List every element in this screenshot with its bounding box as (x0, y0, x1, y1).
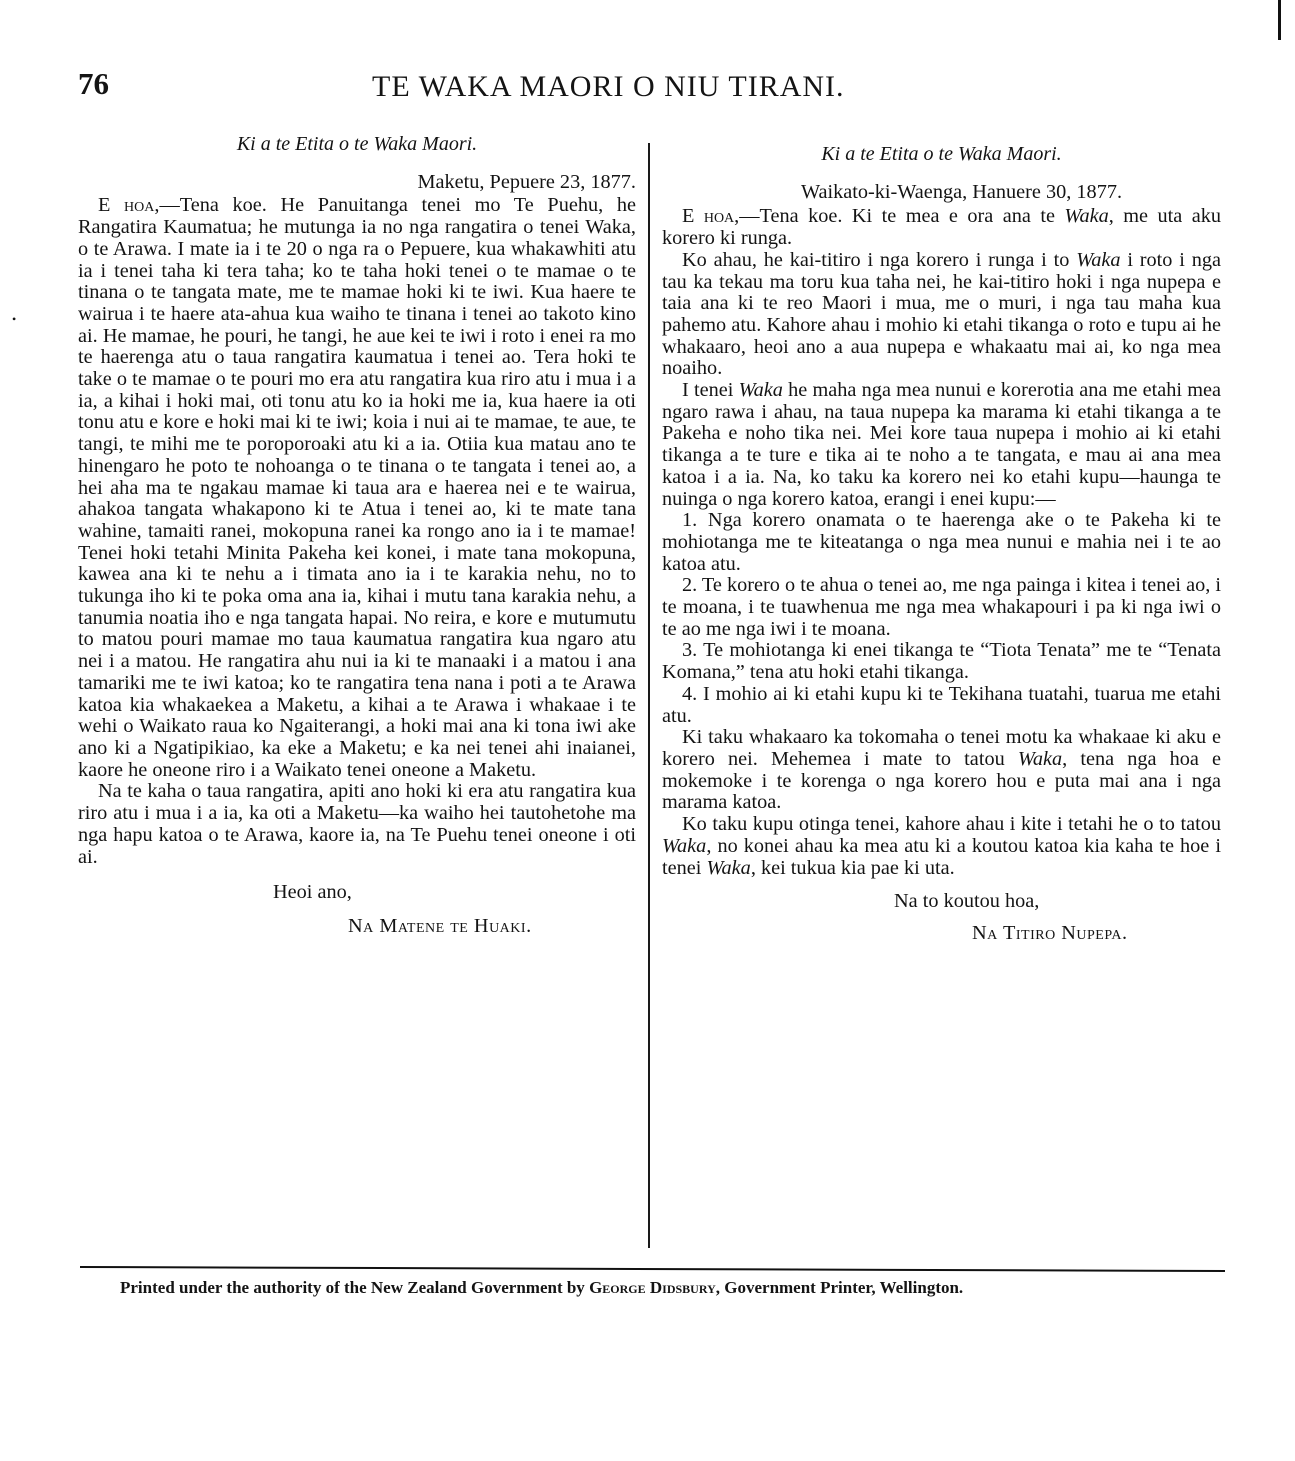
right-letter-paragraph-3 (662, 380, 1221, 510)
left-letter-closing: Heoi ano, (273, 881, 352, 904)
list-item: 3. Te mohiotanga ki enei tikanga te “Tiota Tenata” me te “Tenata Komana,” tena atu hoki etahi tikanga. (662, 639, 1221, 684)
waka-italic: Waka (706, 856, 751, 879)
list-item: 1. Nga korero onamata o te haerenga ake o te Pakeha ki te mohiotanga me te kiteatanga o nga mea nunui e mahia nei i te ao katoa atu. (662, 509, 1221, 575)
right-letter-closing: Na to koutou hoa, (894, 890, 1040, 913)
printer-imprint (120, 1278, 963, 1298)
page-number: 76 (78, 66, 109, 101)
printer-name: George Didsbury (589, 1278, 716, 1297)
right-p5-text-a: Ko taku kupu otinga tenei, kahore ahau i kite i tetahi he o to tatou (682, 813, 1221, 836)
left-letter-paragraph-2: Na te kaha o taua rangatira, apiti ano hoki ki era atu rangatira kua riro atu i mua i a ia, ka oti a Maketu—ka waiho hei tautohetohe ma nga hapu katoa o te Arawa, kaore ia, na Te Puehu tenei oneone i oti ai. (78, 780, 636, 868)
imprint-text-a: Printed under the authority of the New Zealand Government by (120, 1278, 590, 1297)
right-p4-text-b: , tena nga hoa e mokemoke i te korenga o nga korero hou e puta mai ana i nga marama katoa. (662, 747, 1222, 814)
right-letter-paragraph-4 (662, 727, 1221, 814)
left-column (78, 128, 636, 938)
left-letter-paragraph (78, 195, 636, 781)
right-p3-text-b: he maha nga mea nunui e korerotia ana me etahi mea ngaro rawa i ahau, na taua nupepa ka marama ki etahi tikanga a te Pakeha e noho tika nei. Mei kore taua nupepa i mohio ai ki etahi tikanga a te ture e tika ai te noho a te tangata, e mau ai ana mea katoa i a ia. Na, ko taku ka korero nei ko etahi kupu—haunga te nuinga o nga korero katoa, erangi i enei kupu:— (662, 379, 1221, 510)
waka-italic: Waka (738, 379, 783, 402)
list-item: 4. I mohio ai ki etahi kupu ki te Tekihana tuatahi, tuarua me etahi atu. (662, 682, 1221, 727)
right-letter-signature: Na Titiro Nupepa. (972, 921, 1128, 944)
right-p4-text-a: Ki taku whakaaro ka tokomaha o tenei motu ka whakaae ki aku e korero nei. Mehemea i mate to tatou (662, 726, 1221, 770)
right-letter-paragraph-1 (662, 206, 1221, 249)
page-title: TE WAKA MAORI O NIU TIRANI. (372, 70, 845, 103)
right-salutation: E hoa, (682, 205, 740, 228)
right-p2-text-a: Ko ahau, he kai-titiro i nga korero i runga i to (682, 248, 1077, 271)
right-p3-text-a: I tenei (682, 379, 739, 402)
left-paragraph-1-text: —Tena koe. He Panuitanga tenei mo Te Puehu, he Rangatira Kaumatua; he mutunga ia no nga rangatira o tenei Waka, o te Arawa. I mate ia i te 20 o nga ra o Pepuere, kua whakawhiti atu ia i tenei taha ki tera taha; ko te taha hoki tenei o te mamae o te tinana o te tangata mate, me te mamae hoki ki te iwi. Kua haere te wairua i te haere ata-ahua kua waiho te tinana i tenei ao takoto kino ai. He mamae, he pouri, he tangi, he aue kei te iwi i roto i enei ra mo te haerenga atu o taua rangatira kaumatua i tenei ao. Tera hoki te take o te mamae o te pouri mo era atu rangatira kua riro atu i mua i a ia, a kihai i hoki mai, oti tonu atu ko ia hoki me ia, kua haere ia oti tonu atu e kore e hoki mai ki te iwi; koia i nui ai te mamae, te aue, te tangi, te mihi me te poroporoaki atu ki a ia. Otiia kua matau ano te hinengaro he poto te nohoanga o te tinana o te tangata i tenei ao, a hei aha ma te ngakau mamae ki taua ara e haerea nei e te wairua, ahakoa tangata whakapono ki te Atua i tenei ao, ki te mate tana wahine, tamaiti ranei, mokopuna ranei ka rongo ano ia i te mamae! Tenei hoki tetahi Minita Pakeha kei konei, i mate tana mokopuna, kawea ana ki te nehu a i timata ano ia i te karakia nehu, no to tukunga iho ki te poka oma ana ia, kihai i mutu tana karakia nehu, a tanumia noatia iho e nga tangata hapai. No reira, e kore e mutumutu to matou pouri mamae mo taua kaumatua rangatira kua ngaro atu nei i a matou. He rangatira ahu nui ia ki te manaaki i a matou i ana tamariki me te iwi katoa; ko te rangatira tena nana i poti a te Arawa katoa kia whakaekea a Maketu, a kihai a te Arawa i whakaae i te wehi o Waikato raua ko Ngaiterangi, a hoki mai ana ki tona iwi ake ano ki a Ngatipikiao, ka eke a Maketu; e ka nei tenei ahi inaianei, kaore he oneone riro i a Waikato tenei oneone a Maketu. (78, 194, 636, 781)
right-letter-dateline: Waikato-ki-Waenga, Hanuere 30, 1877. (800, 180, 1123, 203)
waka-italic: Waka (662, 834, 707, 857)
right-p5-text-c: , kei tukua kia pae ki uta. (750, 856, 955, 879)
right-p5-text-b: , no konei ahau ka mea atu ki a koutou katoa kia kaha te hoe i tenei (662, 834, 1221, 879)
corner-rule (1278, 0, 1281, 40)
imprint-text-b: , Government Printer, Wellington. (715, 1278, 964, 1297)
right-p1-text-b: , me uta aku korero ki runga. (662, 205, 1221, 250)
right-letter-paragraph-5 (662, 814, 1221, 879)
waka-italic: Waka (1076, 248, 1121, 271)
right-letter-paragraph-2 (662, 250, 1221, 380)
left-letter-dateline: Maketu, Pepuere 23, 1877. (417, 170, 636, 193)
left-letter-heading: Ki a te Etita o te Waka Maori. (236, 133, 478, 155)
waka-italic: Waka (1064, 205, 1109, 228)
stray-mark: • (12, 312, 17, 326)
footer-rule (80, 1266, 1225, 1272)
right-p1-text-a: —Tena koe. Ki te mea e ora ana te (739, 205, 1065, 228)
right-column (662, 128, 1221, 945)
left-letter-signature: Na Matene te Huaki. (348, 914, 532, 937)
right-p2-text-b: i roto i nga tau ka tekau ma toru kua taha nei, he kai-titiro hoki i nga nupepa e taia ana ki te reo Maori i mua, me o muri, i nga tau maha kua pahemo atu. Kahore ahau i mohio ki etahi tikanga o roto e tupu ai he whakaaro, heoi ano a aua nupepa e whakaatu mai ai, ko nga mea noaiho. (662, 248, 1221, 380)
column-divider (648, 143, 650, 1248)
waka-italic: Waka (1017, 747, 1063, 770)
right-letter-heading: Ki a te Etita o te Waka Maori. (821, 143, 1062, 165)
list-item: 2. Te korero o te ahua o tenei ao, me nga painga i kitea i tenei ao, i te moana, i te tuawhenua me nga mea whakapouri i pa ki nga iwi o te ao me nga iwi i te moana. (662, 574, 1221, 640)
left-salutation: E hoa, (98, 194, 160, 217)
